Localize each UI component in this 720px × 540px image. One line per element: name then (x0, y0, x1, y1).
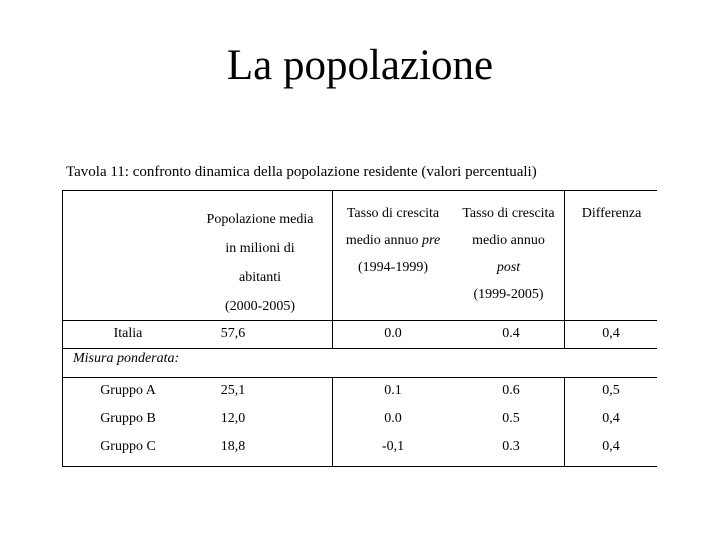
column-divider (564, 377, 565, 466)
cell-growth-pre: 0.0 (384, 411, 402, 426)
header-population (193, 205, 327, 321)
header-population-line: (2000-2005) (225, 299, 295, 314)
cell-population: 12,0 (220, 411, 246, 426)
population-table (62, 190, 657, 467)
row-label: Gruppo B (100, 411, 156, 426)
header-pre-line: Tasso di crescita (346, 206, 440, 221)
column-divider (564, 191, 565, 348)
cell-difference: 0,5 (602, 383, 620, 398)
header-pre-italic: pre (422, 233, 441, 248)
row-label: Gruppo C (100, 439, 156, 454)
cell-growth-post: 0.4 (502, 326, 520, 341)
table-caption: Tavola 11: confronto dinamica della popolazione residente (valori percentuali) (66, 164, 537, 180)
cell-population: 18,8 (220, 439, 246, 454)
cell-population: 57,6 (220, 326, 246, 341)
header-post-line: (1999-2005) (473, 287, 544, 302)
cell-growth-pre: -0,1 (381, 439, 405, 454)
row-label: Italia (113, 326, 143, 341)
header-pre-line: (1994-1999) (358, 260, 428, 275)
cell-growth-pre: 0.0 (384, 326, 402, 341)
header-growth-pre (335, 200, 451, 281)
header-population-line: abitanti (239, 270, 281, 285)
row-label: Gruppo A (100, 383, 156, 398)
cell-difference: 0,4 (602, 439, 620, 454)
header-growth-post (453, 200, 564, 308)
cell-growth-post: 0.5 (502, 411, 520, 426)
header-post-line: Tasso di crescita (462, 206, 555, 221)
cell-difference: 0,4 (602, 411, 620, 426)
column-divider (332, 377, 333, 466)
cell-growth-pre: 0.1 (384, 383, 402, 398)
header-pre-line (335, 227, 451, 254)
column-divider (332, 191, 333, 348)
cell-population: 25,1 (220, 383, 246, 398)
header-post-italic: post (496, 260, 521, 275)
section-label: Misura ponderata: (73, 351, 180, 366)
header-pre-text: medio annuo (345, 233, 423, 248)
slide-title: La popolazione (226, 42, 494, 89)
cell-growth-post: 0.6 (502, 383, 520, 398)
cell-growth-post: 0.3 (502, 439, 520, 454)
header-post-line: medio annuo (472, 233, 545, 248)
header-population-line: Popolazione media (206, 212, 314, 227)
header-difference: Differenza (581, 206, 642, 221)
header-population-line: in milioni di (225, 241, 295, 256)
cell-difference: 0,4 (602, 326, 620, 341)
